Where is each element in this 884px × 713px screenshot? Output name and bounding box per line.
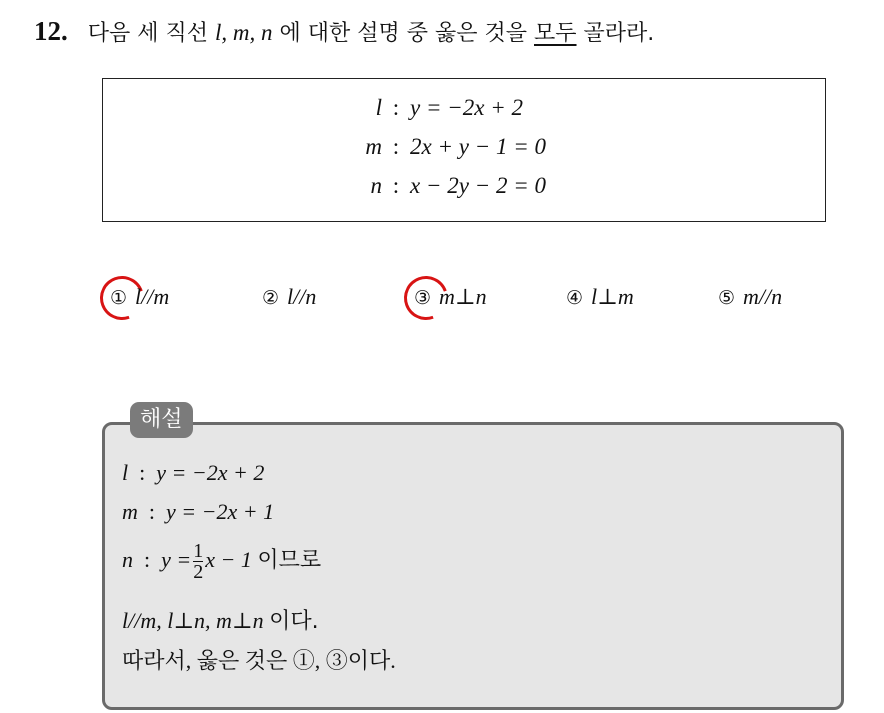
solution-line-4: [122, 604, 319, 635]
equation-l: [103, 95, 825, 121]
equation-rhs: y = −2x + 2: [410, 95, 523, 120]
choice-number: ⑤: [718, 287, 736, 309]
equation-rhs: x − 2y − 2 = 0: [410, 173, 546, 198]
choice-text: l⊥m: [591, 284, 634, 309]
question-text: [88, 16, 655, 47]
solution-line-1: [122, 460, 264, 486]
equation-label: n: [370, 173, 382, 198]
solution-rhs-pre: y =: [161, 547, 192, 572]
solution-line-3: [122, 538, 321, 583]
equation-label: l: [375, 95, 382, 120]
choice-number: ①: [110, 287, 128, 309]
solution-label: n: [122, 547, 133, 572]
solution-line-5: 따라서, 옳은 것은 ①, ③이다.: [122, 648, 396, 673]
question-vars: l, m, n: [215, 20, 273, 45]
solution-label: m: [122, 499, 138, 524]
question-text-pre: 다음 세 직선: [87, 21, 208, 46]
equation-rhs: 2x + y − 1 = 0: [410, 134, 546, 159]
solution-line-2: [122, 499, 274, 525]
fraction: [193, 541, 203, 582]
choice-number: ②: [262, 287, 280, 309]
equations-box: [102, 78, 826, 222]
choice-text: l//n: [287, 284, 317, 309]
choice-2[interactable]: [262, 284, 316, 310]
choice-text: m⊥n: [439, 284, 487, 309]
choice-4[interactable]: [566, 284, 634, 310]
choice-3[interactable]: [414, 284, 487, 310]
equation-colon: :: [392, 95, 400, 120]
choice-5[interactable]: [718, 284, 782, 310]
choices-row: [0, 284, 884, 324]
solution-rhs-post: x − 1: [205, 547, 252, 572]
solution-suffix: 이므로: [257, 548, 322, 573]
equation-label: m: [365, 134, 382, 159]
equation-m: [103, 134, 825, 160]
fraction-denominator: 2: [193, 561, 204, 584]
solution-colon: :: [139, 460, 146, 485]
choice-number: ③: [414, 287, 432, 309]
solution-suffix: 이다.: [269, 609, 319, 634]
solution-tag: 해설: [130, 402, 193, 438]
question-text-post: 골라라.: [583, 21, 655, 46]
equation-colon: :: [392, 134, 400, 159]
solution-colon: :: [144, 547, 151, 572]
solution-label: l: [122, 460, 129, 485]
equation-n: [103, 173, 825, 199]
solution-math: l//m, l⊥n, m⊥n: [122, 608, 264, 633]
question-number: 12.: [34, 16, 68, 46]
choice-text: l//m: [135, 284, 170, 309]
fraction-numerator: 1: [193, 540, 204, 563]
solution-colon: :: [148, 499, 156, 524]
question-row: [34, 16, 654, 47]
choice-text: m//n: [743, 284, 783, 309]
choice-number: ④: [566, 287, 584, 309]
question-underlined: 모두: [534, 21, 577, 46]
equation-colon: :: [392, 173, 400, 198]
question-text-mid: 에 대한 설명 중 옳은 것을: [279, 21, 527, 46]
solution-rhs: y = −2x + 1: [166, 499, 275, 524]
solution-rhs: y = −2x + 2: [156, 460, 265, 485]
choice-1[interactable]: [110, 284, 169, 310]
